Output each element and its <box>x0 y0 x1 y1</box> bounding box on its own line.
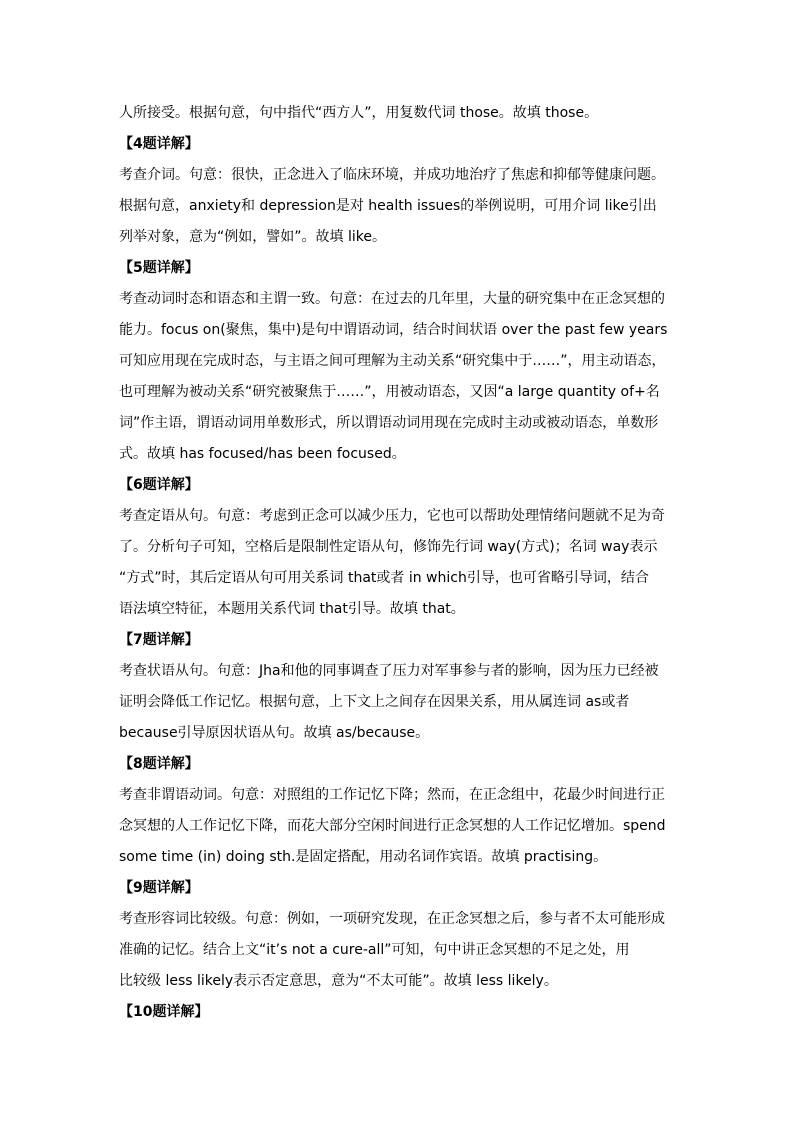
paragraph-line: 语法填空特征，本题用关系代词 that引导。故填 that。 <box>119 601 465 617</box>
paragraph-line: 可知应用现在完成时态，与主语之间可理解为主动关系“研究集中于……”，用主动语态， <box>119 353 666 369</box>
paragraph-line: 念冥想的人工作记忆下降，而花大部分空闲时间进行正念冥想的人工作记忆增加。spend <box>119 818 666 834</box>
question-heading: 【5题详解】 <box>119 260 199 276</box>
paragraph-line: 人所接受。根据句意，句中指代“西方人”，用复数代词 those。故填 those。 <box>119 105 599 121</box>
question-heading: 【10题详解】 <box>119 1004 209 1020</box>
paragraph-line: 证明会降低工作记忆。根据句意，上下文上之间存在因果关系，用从属连词 as或者 <box>119 694 630 710</box>
paragraph-line: 也可理解为被动关系“研究被聚焦于……”，用被动语态，又因“a large quantity of+名 <box>119 384 660 400</box>
paragraph-line: 考查形容词比较级。句意：例如，一项研究发现，在正念冥想之后，参与者不太可能形成 <box>119 911 665 927</box>
question-heading: 【7题详解】 <box>119 632 199 648</box>
paragraph-line: 考查介词。句意：很快，正念进入了临床环境，并成功地治疗了焦虑和抑郁等健康问题。 <box>119 167 665 183</box>
paragraph-line: 比较级 less likely表示否定意思，意为“不太可能”。故填 less likely。 <box>119 973 558 989</box>
paragraph-line: 能力。focus on(聚焦，集中)是句中谓语动词，结合时间状语 over the past few years <box>119 322 668 338</box>
paragraph-line: because引导原因状语从句。故填 as/because。 <box>119 725 430 741</box>
question-heading: 【4题详解】 <box>119 136 199 152</box>
paragraph-line: 词”作主语，谓语动词用单数形式，所以谓语动词用现在完成时主动或被动语态，单数形 <box>119 415 659 431</box>
paragraph-line: 考查定语从句。句意：考虑到正念可以减少压力，它也可以帮助处理情绪问题就不足为奇 <box>119 508 665 524</box>
paragraph-line: 考查非谓语动词。句意：对照组的工作记忆下降；然而，在正念组中，花最少时间进行正 <box>119 787 665 803</box>
paragraph-line: 准确的记忆。结合上文“it’s not a cure-all”可知，句中讲正念冥想的不足之处，用 <box>119 942 630 958</box>
document-body <box>119 98 679 1028</box>
paragraph-line: 考查状语从句。句意：Jha和他的同事调查了压力对军事参与者的影响，因为压力已经被 <box>119 663 659 679</box>
paragraph-line: 列举对象，意为“例如，譬如”。故填 like。 <box>119 229 386 245</box>
paragraph-line: some time (in) doing sth.是固定搭配，用动名词作宾语。故填 practising。 <box>119 849 608 865</box>
paragraph-line: 了。分析句子可知，空格后是限制性定语从句，修饰先行词 way(方式)；名词 way表示 <box>119 539 658 555</box>
paragraph-line: 考查动词时态和语态和主谓一致。句意：在过去的几年里，大量的研究集中在正念冥想的 <box>119 291 665 307</box>
question-heading: 【6题详解】 <box>119 477 199 493</box>
paragraph-line: 根据句意，anxiety和 depression是对 health issues的举例说明，可用介词 like引出 <box>119 198 657 214</box>
question-heading: 【9题详解】 <box>119 880 199 896</box>
question-heading: 【8题详解】 <box>119 756 199 772</box>
paragraph-line: 式。故填 has focused/has been focused。 <box>119 446 406 462</box>
paragraph-line: “方式”时，其后定语从句可用关系词 that或者 in which引导，也可省略引导词，结合 <box>119 570 649 586</box>
